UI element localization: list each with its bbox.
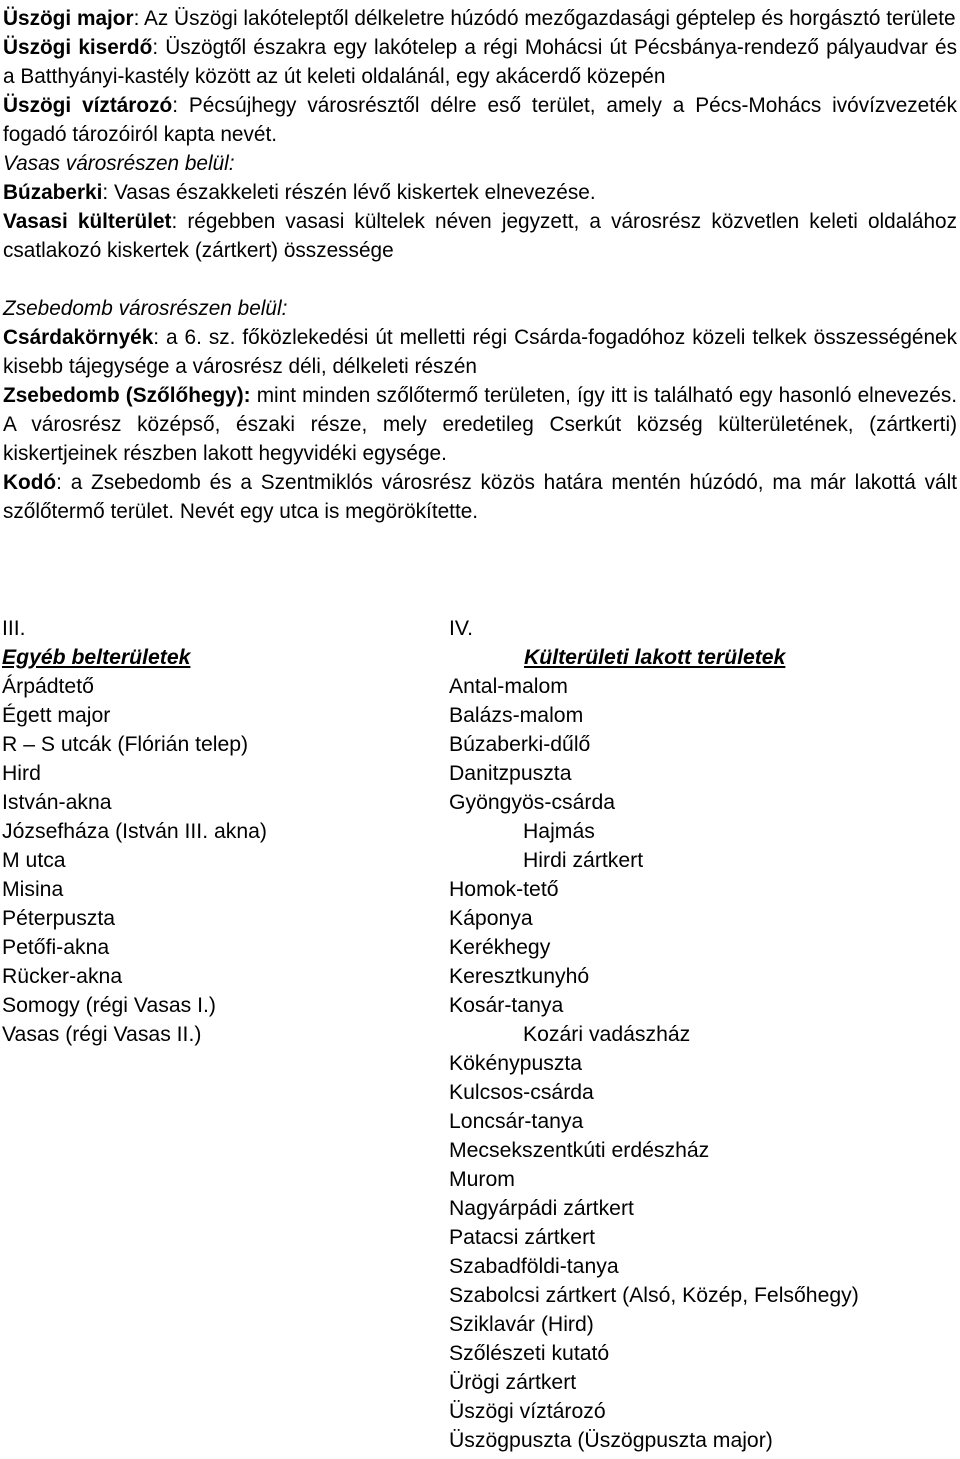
list-item: Keresztkunyhó (449, 965, 590, 988)
list-item: Szőlészeti kutató (449, 1342, 610, 1365)
list-item: Kozári vadászház (523, 1023, 691, 1046)
list-item: M utca (2, 849, 66, 872)
list-item: Antal-malom (449, 675, 568, 698)
section-iv-numeral: IV. (449, 617, 473, 640)
entry-term: Búzaberki (3, 181, 103, 204)
entry-zsebedomb-szolohegy (3, 381, 957, 468)
list-item: Misina (2, 878, 64, 901)
section-iv-column (449, 614, 954, 1455)
section-iv-heading: Külterületi lakott területek (524, 646, 786, 669)
section-iii-numeral: III. (2, 617, 26, 640)
top-text-block (0, 0, 960, 526)
list-item: Kosár-tanya (449, 994, 564, 1017)
entry-text: mint minden szőlőtermő területen, így itt is található egy hasonló elnevezés. A városrész középső, északi része, mely eredetileg Cserkút község külterületének, (zártkerti) kiskertjeinek részben lakott hegyvidéki egysége. (3, 384, 957, 465)
list-item: Hird (2, 762, 41, 785)
list-item: Patacsi zártkert (449, 1226, 596, 1249)
list-item: Balázs-malom (449, 704, 584, 727)
vasas-section-heading: Vasas városrészen belül: (3, 152, 235, 175)
entry-vasasi-kulterulet (3, 207, 957, 265)
list-item: Égett major (2, 704, 111, 727)
list-item: Hirdi zártkert (523, 849, 644, 872)
list-item: Kerékhegy (449, 936, 551, 959)
list-item: Danitzpuszta (449, 762, 572, 785)
section-iii-column (2, 614, 422, 1049)
entry-text: : régebben vasasi kültelek néven jegyzett, a városrész közvetlen keleti oldalához csatlakozó kiskertek (zártkert) összessége (3, 210, 957, 262)
list-item: Hajmás (523, 820, 595, 843)
list-item: Józsefháza (István III. akna) (2, 820, 267, 843)
zsebedomb-section-heading: Zsebedomb városrészen belül: (3, 297, 288, 320)
list-item: István-akna (2, 791, 112, 814)
list-item: Péterpuszta (2, 907, 116, 930)
entry-text: : a 6. sz. főközlekedési út melletti régi Csárda-fogadóhoz közeli telkek összességének kisebb tájegysége a városrész déli, délkeleti részén (3, 326, 957, 378)
list-item: Vasas (régi Vasas II.) (2, 1023, 202, 1046)
entry-text: : Pécsújhegy városrésztől délre eső terület, amely a Pécs-Mohács ivóvízvezeték fogadó tározóiról kapta nevét. (3, 94, 957, 146)
list-item: Petőfi-akna (2, 936, 110, 959)
list-item: R – S utcák (Flórián telep) (2, 733, 249, 756)
list-item: Mecsekszentkúti erdészház (449, 1139, 710, 1162)
list-item: Gyöngyös-csárda (449, 791, 616, 814)
entry-term: Üszögi víztározó (3, 94, 173, 117)
blank-line (3, 265, 957, 294)
entry-uszogi-viztarozo (3, 91, 957, 149)
list-item: Kökénypuszta (449, 1052, 583, 1075)
list-item: Búzaberki-dűlő (449, 733, 591, 756)
list-item: Kulcsos-csárda (449, 1081, 594, 1104)
list-item: Szabolcsi zártkert (Alsó, Közép, Felsőhegy) (449, 1284, 859, 1307)
entry-buzaberki (3, 178, 957, 207)
list-item: Somogy (régi Vasas I.) (2, 994, 216, 1017)
entry-term: Csárdakörnyék (3, 326, 154, 349)
entry-term: Vasasi külterület (3, 210, 172, 233)
list-item: Üszögpuszta (Üszögpuszta major) (449, 1429, 773, 1452)
entry-text: : Az Üszögi lakóteleptől délkeletre húzódó mezőgazdasági géptelep és horgásztó területe (133, 7, 956, 30)
list-item: Káponya (449, 907, 533, 930)
entry-term: Üszögi kiserdő (3, 36, 153, 59)
entry-csardakornyek (3, 323, 957, 381)
list-item: Loncsár-tanya (449, 1110, 584, 1133)
list-item: Sziklavár (Hird) (449, 1313, 594, 1336)
entry-text: : a Zsebedomb és a Szentmiklós városrész közös határa mentén húzódó, ma már lakottá vált szőlőtermő terület. Nevét egy utca is megörökítette. (3, 471, 957, 523)
entry-text: : Vasas északkeleti részén lévő kiskertek elnevezése. (102, 181, 596, 204)
entry-uszogi-major (3, 4, 957, 33)
list-item: Homok-tető (449, 878, 559, 901)
entry-kodo (3, 468, 957, 526)
list-item: Rücker-akna (2, 965, 123, 988)
entry-text: : Üszögtől északra egy lakótelep a régi Mohácsi út Pécsbánya-rendező pályaudvar és a Batthyányi-kastély között az út keleti oldalánál, egy akácerdő közepén (3, 36, 957, 88)
entry-term: Kodó (3, 471, 57, 494)
list-item: Ürögi zártkert (449, 1371, 577, 1394)
list-item: Árpádtető (2, 675, 94, 698)
list-item: Szabadföldi-tanya (449, 1255, 619, 1278)
list-item: Üszögi víztározó (449, 1400, 606, 1423)
entry-term: Zsebedomb (Szőlőhegy): (3, 384, 251, 407)
section-iii-heading: Egyéb belterületek (2, 646, 191, 669)
entry-uszogi-kiserdo (3, 33, 957, 91)
list-item: Nagyárpádi zártkert (449, 1197, 634, 1220)
entry-term: Üszögi major (3, 7, 134, 30)
list-item: Murom (449, 1168, 515, 1191)
